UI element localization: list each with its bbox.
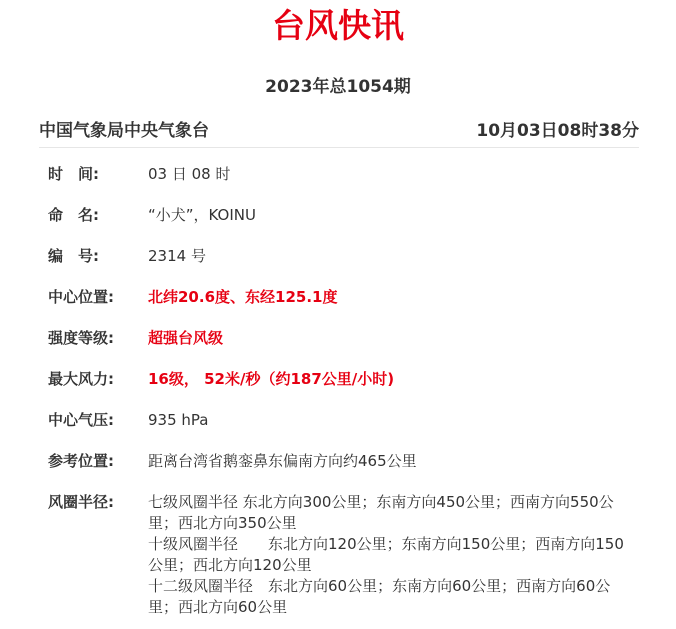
center-pressure-value: 935 hPa — [148, 411, 209, 429]
center-position-label: 中心位置: — [48, 288, 114, 306]
time-label: 时 间: — [48, 165, 99, 183]
center-position-value: 北纬20.6度、东经125.1度 — [148, 288, 338, 306]
number-value: 2314 号 — [148, 247, 206, 265]
page-title: 台风快讯 — [272, 6, 404, 45]
header-divider — [39, 147, 639, 148]
number-label: 编 号: — [48, 247, 99, 265]
reference-position-value: 距离台湾省鹅銮鼻东偏南方向约465公里 — [148, 452, 417, 470]
issued-time: 10月03日08时38分 — [476, 121, 639, 141]
intensity-value: 超强台风级 — [148, 329, 224, 347]
name-value: “小犬”，KOINU — [148, 206, 256, 224]
wind-radius-line-7: 七级风圈半径 东北方向300公里；东南方向450公里；西南方向550公里；西北方向350公里 — [148, 493, 614, 532]
name-label: 命 名: — [48, 206, 99, 224]
center-pressure-label: 中心气压: — [48, 411, 114, 429]
reference-position-label: 参考位置: — [48, 452, 114, 470]
wind-radius-label: 风圈半径: — [48, 493, 114, 511]
wind-radius-line-12: 十二级风圈半径 东北方向60公里；东南方向60公里；西南方向60公里；西北方向60公里 — [148, 577, 611, 616]
max-wind-value: 16级， 52米/秒（约187公里/小时) — [148, 370, 395, 388]
wind-radius-value — [148, 492, 638, 618]
time-value: 03 日 08 时 — [148, 165, 231, 183]
intensity-label: 强度等级: — [48, 329, 114, 347]
agency-name: 中国气象局中央气象台 — [39, 121, 209, 141]
max-wind-label: 最大风力: — [48, 370, 114, 388]
issue-number: 2023年总1054期 — [265, 77, 411, 97]
wind-radius-line-10: 十级风圈半径 东北方向120公里；东南方向150公里；西南方向150公里；西北方向120公里 — [148, 535, 624, 574]
